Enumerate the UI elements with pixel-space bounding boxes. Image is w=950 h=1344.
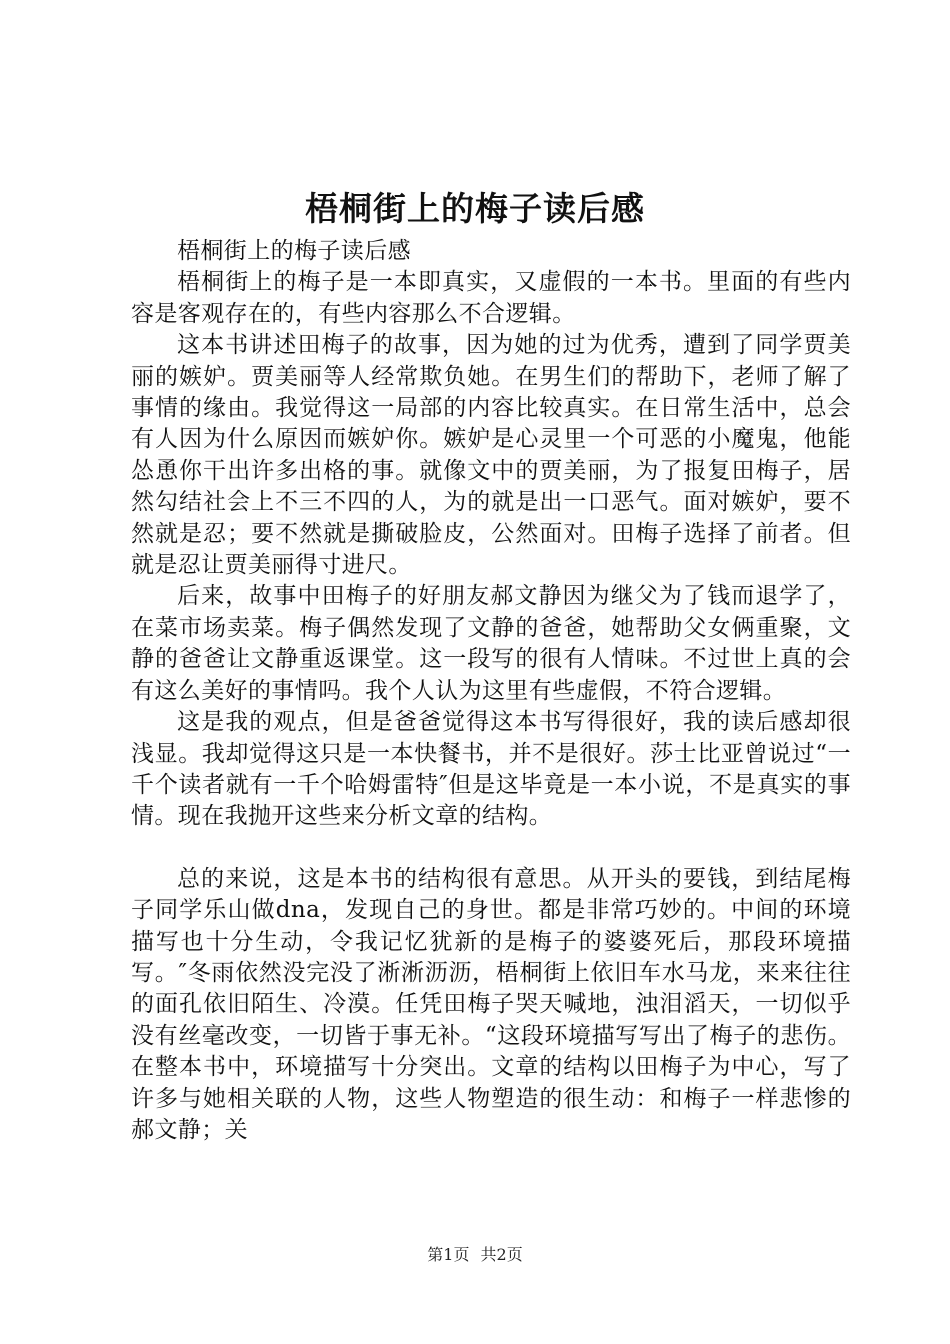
paragraph: 后来，故事中田梅子的好朋友郝文静因为继父为了钱而退学了，在菜市场卖菜。梅子偶然发现了文静的爸爸，她帮助父女俩重聚，文静的爸爸让文静重返课堂。这一段写的很有人情味。不过世上真的会有这么美好的事情吗。我个人认为这里有些虚假，不符合逻辑。 [131, 583, 851, 704]
page-total: 共2页 [480, 1245, 523, 1264]
paragraph-subtitle: 梧桐街上的梅子读后感 [177, 238, 411, 264]
page-number: 第1页 [427, 1245, 470, 1264]
page-footer [0, 1245, 950, 1265]
paragraph: 这本书讲述田梅子的故事，因为她的过为优秀，遭到了同学贾美丽的嫉妒。贾美丽等人经常欺负她。在男生们的帮助下，老师了解了事情的缘由。我觉得这一局部的内容比较真实。在日常生活中，总会有人因为什么原因而嫉妒你。嫉妒是心灵里一个可恶的小魔鬼，他能怂恿你干出许多出格的事。就像文中的贾美丽，为了报复田梅子，居然勾结社会上不三不四的人，为的就是出一口恶气。面对嫉妒，要不然就是忍；要不然就是撕破脸皮，公然面对。田梅子选择了前者。但就是忍让贾美丽得寸进尺。 [131, 332, 851, 579]
paragraph: 这是我的观点，但是爸爸觉得这本书写得很好，我的读后感却很浅显。我却觉得这只是一本快餐书，并不是很好。莎士比亚曾说过“一千个读者就有一千个哈姆雷特″但是这毕竟是一本小说，不是真实的事情。现在我抛开这些来分析文章的结构。 [131, 709, 851, 830]
paragraph: 梧桐街上的梅子是一本即真实，又虚假的一本书。里面的有些内容是客观存在的，有些内容那么不合逻辑。 [131, 269, 851, 327]
document-body [131, 236, 851, 1146]
page-title: 梧桐街上的梅子读后感 [305, 189, 645, 228]
paragraph: 总的来说，这是本书的结构很有意思。从开头的要钱，到结尾梅子同学乐山做dna，发现自己的身世。都是非常巧妙的。中间的环境描写也十分生动，令我记忆犹新的是梅子的婆婆死后，那段环境描写。″冬雨依然没完没了淅淅沥沥，梧桐街上依旧车水马龙，来来往往的面孔依旧陌生、冷漠。任凭田梅子哭天喊地，浊泪滔天，一切似乎没有丝毫改变，一切皆于事无补。“这段环境描写写出了梅子的悲伤。在整本书中，环境描写十分突出。文章的结构以田梅子为中心，写了许多与她相关联的人物，这些人物塑造的很生动：和梅子一样悲惨的郝文静；关 [131, 865, 851, 1143]
